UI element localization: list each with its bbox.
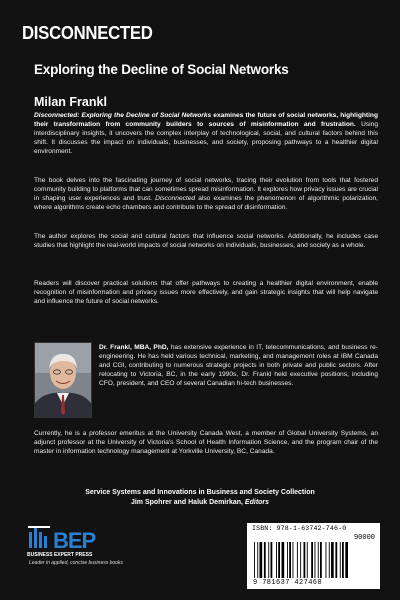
author-bio [99, 344, 378, 389]
blurb-paragraph-3: The author explores the social and cultural factors that influence social networks. Additionally, he includes case studies that highlight the real-world impacts of social networks on individuals, businesses, and society as a whole. [34, 233, 378, 249]
barcode-bar [320, 542, 322, 578]
barcode-bar [329, 542, 330, 578]
barcode-bar [326, 542, 327, 578]
blurb-text: Using interdisciplinary insights, it uncovers the complex interplay of technological, social, and cultural factors behind this shift. It discusses the impact on individuals, businesses, and society, proposing pathways to a healthier digital environment. [34, 120, 378, 155]
editor-names: Jim Spohrer and Haluk Demirkan, [130, 499, 243, 506]
blurb-lead-title: Disconnected: Exploring the Decline of Social Networks [34, 112, 212, 119]
barcode-icon [252, 542, 375, 578]
barcode-bar [342, 542, 344, 578]
publisher-logo [27, 520, 147, 576]
editors-suffix: Editors [242, 499, 270, 506]
bio-paragraph-2: Currently, he is a professor emeritus at the University Canada West, a member of Global University Systems, an adjunct professor at the University of Victoria's School of Health Information Science, and the program chair of the master in information technology management at Yorkville University, BC, Canada. [34, 430, 378, 455]
barcode-box [247, 523, 380, 589]
publisher-tagline: Leader in applied, concise business books [29, 560, 123, 566]
barcode-bar [254, 542, 255, 578]
publisher-brand: BEP [53, 528, 96, 553]
barcode-bar [345, 542, 348, 578]
price-code: 90000 [353, 534, 375, 542]
barcode-bar [315, 542, 316, 578]
barcode-bar [293, 542, 294, 578]
author-photo [34, 342, 92, 418]
barcode-bar [297, 542, 298, 578]
barcode-bar [304, 542, 306, 578]
barcode-bar [289, 542, 291, 578]
barcode-bar [307, 542, 308, 578]
barcode-bar [260, 542, 263, 578]
barcode-bar [331, 542, 334, 578]
blurb-lead-text: examines the future of social networks, highlighting their transformation from community builders to sources of misinformation and frustration. [34, 112, 378, 128]
barcode-bar [264, 542, 266, 578]
barcode-bar [300, 542, 301, 578]
barcode-bar [340, 542, 341, 578]
publisher-name: BUSINESS EXPERT PRESS [27, 552, 93, 558]
author-credentials: Dr. Frankl, MBA, PhD, [99, 344, 169, 351]
barcode-bar [271, 542, 273, 578]
blurb-paragraph-1 [34, 112, 378, 157]
book-subtitle: Exploring the Decline of Social Networks [34, 62, 289, 77]
blurb-paragraph-4: Readers will discover practical solutions that offer pathways to creating a healthier digital environment, enable recognition of misinformation and privacy issues more effectively, and gain strategic insights that will help navigate and influence the future of social networks. [34, 280, 378, 305]
blurb-text: also examines the phenomenon of algorithmic polarization, where algorithms create echo chambers and contribute to the spread of disinformation. [34, 194, 378, 211]
barcode-bar [311, 542, 313, 578]
author-name: Milan Frankl [34, 95, 107, 109]
isbn-text: ISBN: 978-1-63742-746-0 [252, 525, 347, 532]
series-name: Service Systems and Innovations in Business and Society Collection [85, 489, 315, 496]
barcode-bar [335, 542, 337, 578]
blurb-italic-title: Disconnected [155, 194, 196, 202]
barcode-bar [268, 542, 269, 578]
blurb-paragraph-2 [34, 177, 378, 213]
publisher-logo-icon [27, 520, 53, 550]
book-title: DISCONNECTED [22, 23, 153, 43]
series-info [20, 488, 380, 508]
barcode-bar [318, 542, 319, 578]
barcode-bar [276, 542, 277, 578]
series-editors [20, 498, 380, 508]
blurb-text: The book delves into the fascinating journey of social networks, tracing their evolution from tools that fostered community building to platforms that can sometimes spread misinformation. It explores how privacy issues are crucial in shaping user experiences and trust. [34, 177, 378, 202]
ean-number: 9 781637 427460 [253, 579, 323, 587]
barcode-bar [287, 542, 288, 578]
barcode-bar [278, 542, 280, 578]
barcode-bar [282, 542, 285, 578]
bio-text: has extensive experience in IT, telecommunications, and business re-engineering. He has held various technical, marketing, and management roles at IBM Canada and CGI, contributing to numerous strategic projects in both private and public sectors. After relocating to Victoria, BC, in the early 1990s, Dr. Frankl held executive positions, including CFO, president, and CEO of several Canadian hi-tech businesses. [99, 344, 379, 387]
barcode-bar [257, 542, 258, 578]
